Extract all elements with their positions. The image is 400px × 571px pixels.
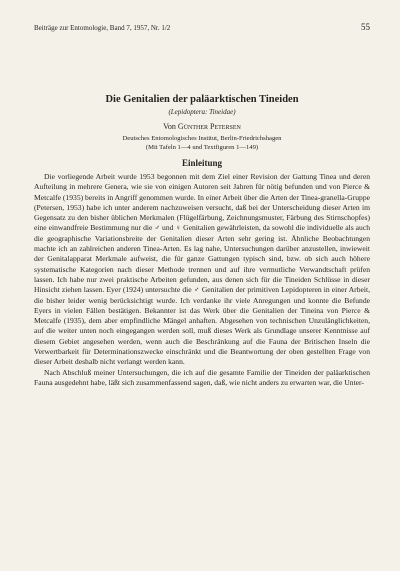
body-text (34, 172, 370, 388)
running-head (34, 24, 370, 32)
author-affiliation: Deutsches Entomologisches Institut, Berlin-Friedrichshagen (122, 135, 282, 142)
paragraph: Die vorliegende Arbeit wurde 1953 begonnen mit dem Ziel einer Revision der Gattung Tinea und deren Aufteilung in mehrere Genera, wie sie von einigen Autoren seit Jahren für nötig befunden und von Pierce & Metcalfe (1935) bereits in Angriff genommen wurde. In einer Arbeit über die Arten der Tinea-granella-Gruppe (Petersen, 1953) habe ich unter anderem nachzuweisen versucht, daß bei der Unterscheidung dieser Arten im Gegensatz zu den bisher üblichen Merkmalen (Flügelfärbung, Zeichnungsmuster, Färbung des Stirnschopfes) eine einwandfreie Bestimmung nur die ♂ und ♀ Genitalien gewährleisten, da sowohl die individuelle als auch die geographische Variationsbreite der Genitalien dieser Arten sehr gering ist. Ähnliche Beobachtungen machte ich an zahlreichen anderen Tinea-Arten. Es lag nahe, Untersuchungen darüber anzustellen, inwieweit der Genitalapparat Merkmale aufweist, die für ganze Gattungen typisch sind, bzw. ob sich auch höhere systematische Kategorien nach dieser Methode trennen und auf ihre vermutliche Verwandtschaft prüfen lassen. Ich habe nur zwei praktische Arbeiten gefunden, aus denen sich für die Tineiden Schlüsse in dieser Hinsicht ziehen lassen. Eyer (1924) untersuchte die ♂ Genitalien der primitiven Lepidopteren in einer Arbeit, die bisher leider wenig berücksichtigt wurde. Ich verdanke ihr viele Anregungen und konnte die Befunde Eyers in vielen Fällen bestätigen. Bekannter ist das Werk über die Genitalien der Tineina von Pierce & Metcalfe (1935), dem aber empfindliche Mängel anhaften. Abgesehen von technischen Unzulänglichkeiten, auf die weiter unten noch eingegangen werden soll, muß dieses Werk als Grundlage unserer Kenntnisse auf diesem Gebiet angesehen werden, wenn auch die Beschränkung auf die Fauna der Britischen Inseln die Verwertbarkeit für Determinationszwecke einschränkt und die Beantwortung der oben gestellten Frage von dieser Arbeit deshalb nicht verlangt werden kann. (34, 172, 370, 367)
author-prefix: Von (163, 122, 178, 131)
section-heading: Einleitung (181, 158, 222, 168)
page-number: 55 (361, 22, 370, 32)
article-subtitle: (Lepidoptera: Tineidae) (168, 108, 236, 116)
journal-citation: Beiträge zur Entomologie, Band 7, 1957, Nr. 1/2 (34, 24, 171, 32)
figures-note: (Mit Tafeln 1—4 und Textfiguren 1—149) (145, 144, 259, 151)
article-title: Die Genitalien der paläarktischen Tineiden (105, 94, 299, 105)
author-name: Günther Petersen (177, 122, 241, 131)
paragraph: Nach Abschluß meiner Untersuchungen, die ich auf die gesamte Familie der Tineiden der paläarktischen Fauna ausgedehnt habe, läßt sich zusammenfassend sagen, daß, wie nicht anders zu erwarten war, die Unter- (34, 367, 370, 387)
author-line (34, 122, 370, 131)
